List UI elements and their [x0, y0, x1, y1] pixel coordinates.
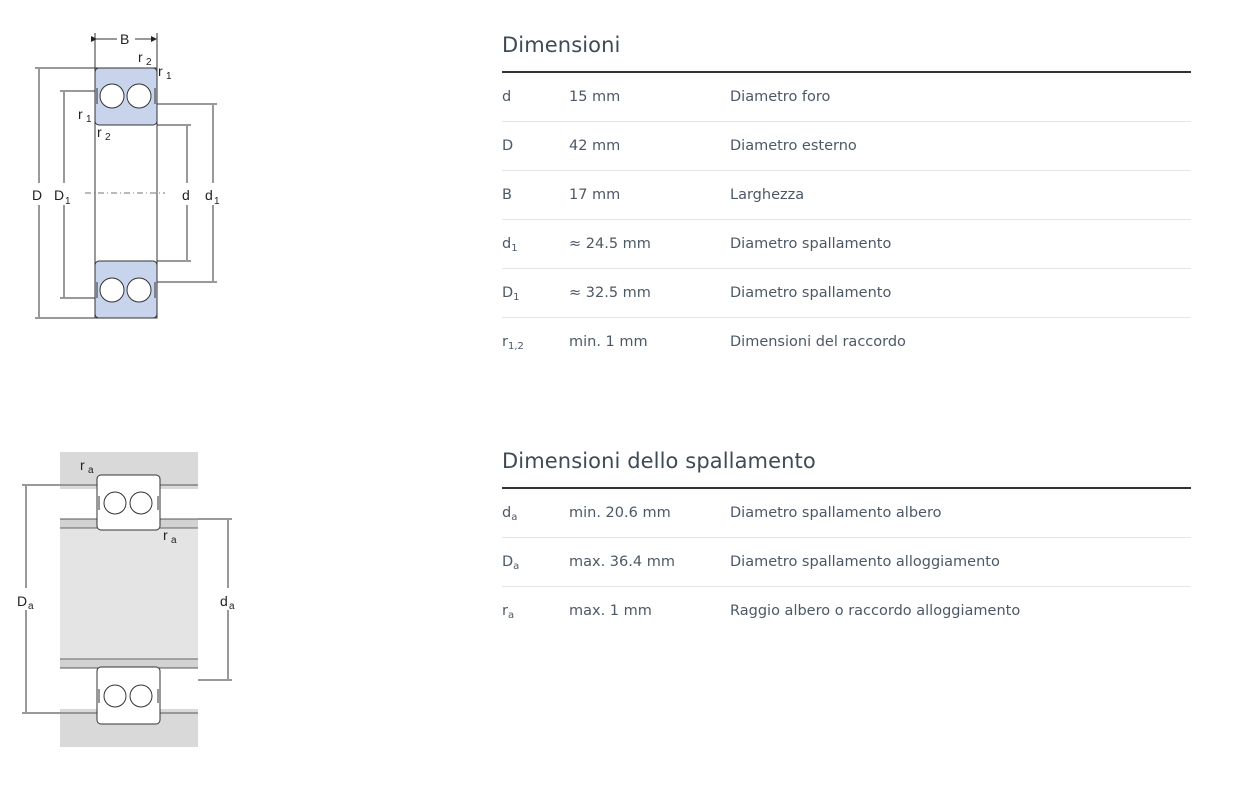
symbol-sub: a — [513, 561, 520, 572]
row-description: Diametro spallamento — [730, 285, 892, 301]
row-symbol — [502, 122, 513, 175]
ball-bottom-right — [127, 278, 151, 302]
label-ra-top: r — [80, 457, 85, 473]
symbol-main: d — [502, 236, 512, 252]
label-D1: D — [54, 187, 65, 203]
row-description: Diametro spallamento albero — [730, 505, 942, 521]
label-r1-left-sub: 1 — [86, 114, 92, 125]
symbol-sub: 1 — [513, 292, 520, 303]
symbol-main: D — [502, 138, 514, 154]
row-symbol — [502, 220, 518, 273]
row-value: ≈ 24.5 mm — [569, 236, 651, 252]
table-row — [502, 122, 1191, 171]
symbol-main: r — [502, 603, 508, 619]
label-B: B — [120, 31, 130, 47]
table-row — [502, 318, 1191, 366]
label-D1-sub: 1 — [65, 196, 71, 207]
label-r1-top-sub: 1 — [166, 71, 172, 82]
label-Da-sub: a — [28, 601, 34, 612]
symbol-main: D — [502, 554, 514, 570]
row-value: ≈ 32.5 mm — [569, 285, 651, 301]
dimensions-title: Dimensioni — [502, 30, 1191, 73]
symbol-main: d — [502, 505, 512, 521]
table-row — [502, 269, 1191, 318]
symbol-sub: a — [511, 512, 518, 523]
dimensions-table — [502, 73, 1191, 366]
symbol-sub: a — [507, 610, 515, 621]
label-r1-left: r — [78, 106, 83, 122]
symbol-main: d — [502, 89, 512, 105]
row-symbol — [502, 73, 511, 126]
row-symbol — [502, 538, 519, 591]
label-r2-left: r — [97, 124, 102, 140]
label-da: d — [220, 593, 228, 609]
row-symbol — [502, 587, 514, 640]
shoulder-dimensions-section — [502, 446, 1191, 635]
bearing-dimension-diagram — [25, 25, 225, 330]
label-ra-right-sub: a — [171, 535, 177, 546]
row-symbol — [502, 269, 520, 322]
symbol-main: r — [502, 334, 508, 350]
row-value: min. 20.6 mm — [569, 505, 671, 521]
row-symbol — [502, 318, 524, 371]
table-row — [502, 220, 1191, 269]
table-row — [502, 489, 1191, 538]
row-description: Diametro foro — [730, 89, 831, 105]
symbol-sub: 1 — [511, 243, 518, 254]
row-value: min. 1 mm — [569, 334, 648, 350]
row-symbol — [502, 171, 512, 224]
row-description: Diametro spallamento alloggiamento — [730, 554, 1000, 570]
symbol-main: B — [502, 187, 512, 203]
label-r2-left-sub: 2 — [105, 132, 111, 143]
row-symbol — [502, 489, 517, 542]
shoulder-dimension-diagram — [10, 448, 240, 753]
table-row — [502, 171, 1191, 220]
label-r2-top: r — [138, 49, 143, 65]
label-d1-sub: 1 — [214, 196, 220, 207]
row-description: Larghezza — [730, 187, 805, 203]
shoulder-dimensions-table — [502, 489, 1191, 635]
ball-bottom-left — [100, 278, 124, 302]
label-da-sub: a — [229, 601, 235, 612]
symbol-sub: 1,2 — [507, 341, 524, 352]
label-d1: d — [205, 187, 213, 203]
label-Da: D — [17, 593, 28, 609]
row-value: 17 mm — [569, 187, 621, 203]
row-value: max. 36.4 mm — [569, 554, 675, 570]
row-description: Diametro spallamento — [730, 236, 892, 252]
table-row — [502, 587, 1191, 635]
row-value: max. 1 mm — [569, 603, 652, 619]
label-ra-right: r — [163, 527, 168, 543]
shoulder-dimensions-title: Dimensioni dello spallamento — [502, 446, 1191, 489]
label-ra-top-sub: a — [88, 465, 94, 476]
row-description: Dimensioni del raccordo — [730, 334, 906, 350]
table-row — [502, 538, 1191, 587]
ball-top-right — [127, 84, 151, 108]
label-r1-top: r — [158, 63, 163, 79]
row-value: 15 mm — [569, 89, 621, 105]
dimensions-section — [502, 30, 1191, 366]
symbol-main: D — [502, 285, 514, 301]
row-value: 42 mm — [569, 138, 621, 154]
label-D: D — [32, 187, 43, 203]
ball-top-left — [100, 84, 124, 108]
row-description: Raggio albero o raccordo alloggiamento — [730, 603, 1021, 619]
row-description: Diametro esterno — [730, 138, 857, 154]
label-r2-top-sub: 2 — [146, 57, 152, 68]
table-row — [502, 73, 1191, 122]
label-d: d — [182, 187, 190, 203]
